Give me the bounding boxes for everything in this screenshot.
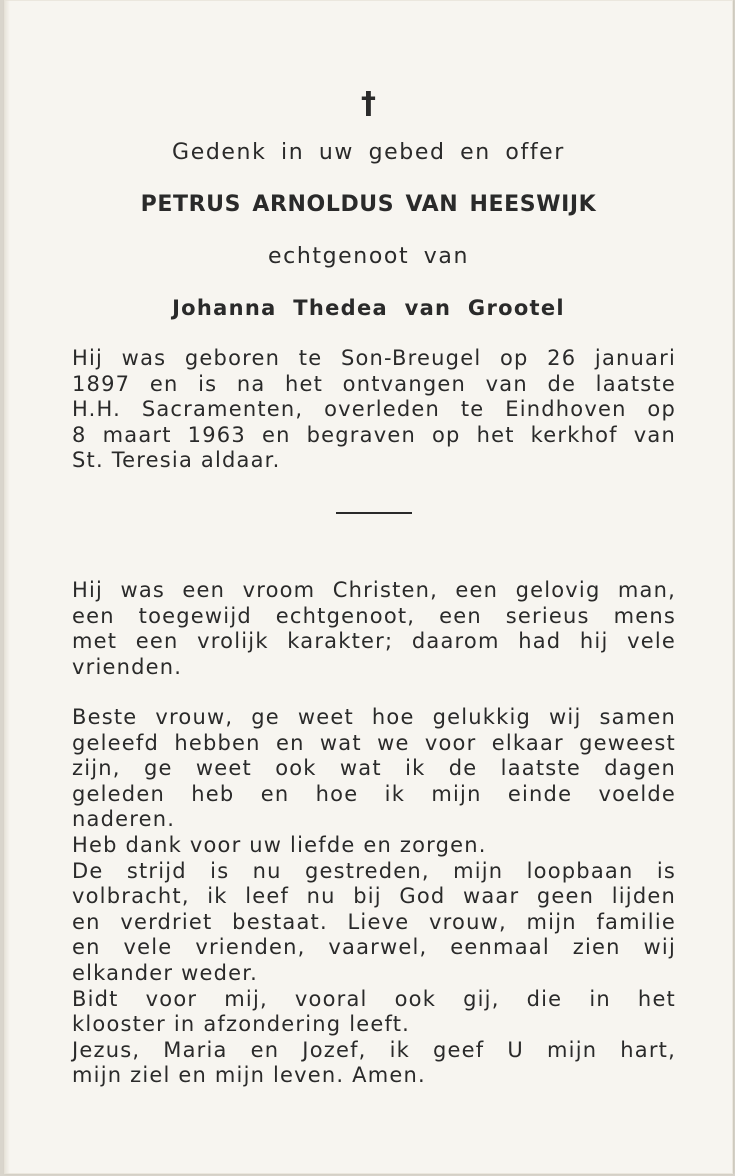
text-line: elkander weder. bbox=[72, 960, 259, 985]
text-line: Hij was een vroom Christen, een gelovig man, bbox=[72, 578, 676, 602]
cross-icon: † bbox=[361, 86, 376, 121]
text-line: naderen. bbox=[72, 807, 176, 832]
text-line: met een vrolijk karakter; daarom had hij vele bbox=[72, 629, 676, 654]
text-line: St. Teresia aldaar. bbox=[72, 448, 281, 473]
bio-paragraph bbox=[72, 346, 676, 474]
text-line: en verdriet bestaat. Lieve vrouw, mijn familie bbox=[72, 909, 676, 934]
text-line: geleden heb en hoe ik mijn einde voelde bbox=[72, 781, 676, 806]
text-line: Hij was geboren te Son-Breugel op 26 januari bbox=[72, 346, 676, 370]
text-line: 8 maart 1963 en begraven op het kerkhof van bbox=[72, 422, 676, 447]
deceased-name: PETRUS ARNOLDUS VAN HEESWIJK bbox=[140, 192, 597, 217]
text-line: De strijd is nu gestreden, mijn loopbaan is bbox=[72, 858, 676, 883]
text-line: volbracht, ik leef nu bij God waar geen lijden bbox=[72, 884, 676, 909]
relation-line: echtgenoot van bbox=[267, 244, 470, 269]
divider-rule bbox=[336, 512, 412, 514]
text-line: mijn ziel en mijn leven. Amen. bbox=[72, 1063, 426, 1088]
spouse-name: Johanna Thedea van Grootel bbox=[172, 296, 565, 320]
text-line: zijn, ge weet ook wat ik de laatste dagen bbox=[72, 756, 676, 781]
text-line: H.H. Sacramenten, overleden te Eindhoven op bbox=[72, 397, 676, 422]
character-paragraph bbox=[72, 578, 676, 680]
intro-line: Gedenk in uw gebed en offer bbox=[172, 140, 565, 165]
text-line: en vele vrienden, vaarwel, eenmaal zien wij bbox=[72, 935, 676, 960]
text-line: Jezus, Maria en Jozef, ik geef U mijn hart, bbox=[72, 1037, 676, 1062]
text-line: 1897 en is na het ontvangen van de laatste bbox=[72, 371, 676, 396]
text-line: geleefd hebben en wat we voor elkaar geweest bbox=[72, 730, 676, 755]
text-line: klooster in afzondering leeft. bbox=[72, 1012, 410, 1037]
text-line: vrienden. bbox=[72, 654, 183, 679]
memorial-card bbox=[4, 0, 733, 1174]
farewell-paragraph bbox=[72, 705, 676, 1089]
text-line: een toegewijd echtgenoot, een serieus mens bbox=[72, 603, 676, 628]
text-line: Beste vrouw, ge weet hoe gelukkig wij samen bbox=[72, 705, 676, 729]
text-line: Bidt voor mij, vooral ook gij, die in het bbox=[72, 986, 676, 1011]
text-line: Heb dank voor uw liefde en zorgen. bbox=[72, 832, 487, 857]
